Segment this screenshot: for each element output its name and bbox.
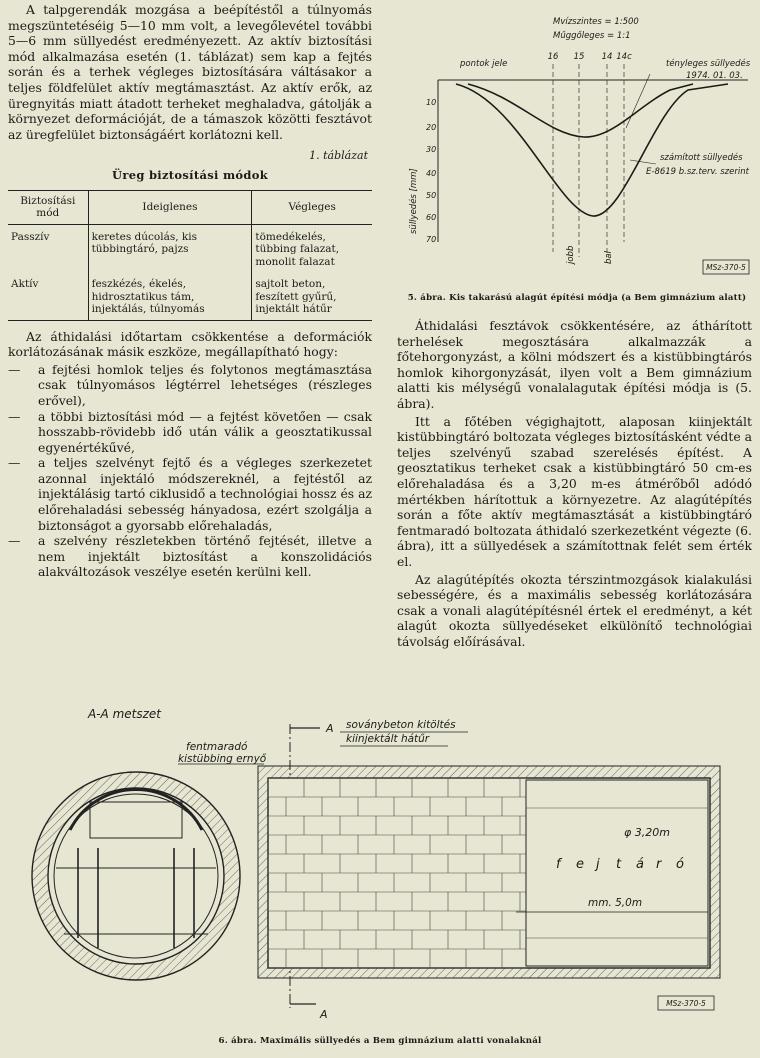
stamp-label: MSz-370-5 [706, 263, 746, 272]
stamp-label: MSz-370-5 [666, 999, 706, 1008]
y-tick-label: 20 [426, 123, 437, 132]
right-text-column [397, 318, 752, 651]
y-tick-label: 30 [426, 145, 437, 154]
table-title: Üreg biztosítási módok [112, 167, 268, 182]
section-mark-bottom: A [320, 1008, 328, 1021]
leader-line [626, 74, 650, 128]
heading-letter: f [556, 857, 561, 872]
point-markers [553, 64, 624, 257]
table-header: Végleges [252, 190, 372, 224]
actual-settlement-date: 1974. 01. 03. [686, 71, 743, 81]
left-text-column [8, 2, 372, 580]
y-axis-label: süllyedés [mm] [409, 168, 419, 234]
y-tick-label: 60 [426, 213, 437, 222]
horizontal-scale-label: Mvízszintes = 1:500 [553, 17, 639, 27]
table-cell: Passzív [11, 230, 50, 243]
paragraph: Itt a főtében végighajtott, alaposan kiinjektált kistübbingtáró boltozata végleges biztosításként védte a teljes szelvényű szabad szerelésés építést. A geosztatikus terheket csak a kistübbingtáró 50 cm-es előrehaladása és a 3,20 m-es átmérőből adódó mértékben hárítottuk a környezetre. Az alagútépítés során a főte aktív megtámasztását a kistübbingtáró fentmaradó boltozata áthidaló szerkezetként végezte (6. ábra), itt a süllyedések a számítottnak felét sem érték el. [397, 413, 752, 569]
actual-settlement-line [468, 84, 693, 137]
points-label: pontok jele [460, 59, 508, 69]
dimension-label: mm. 5,0m [588, 897, 643, 909]
tunnel-left-label: bal [604, 251, 614, 264]
diameter-label: φ 3,20m [624, 826, 670, 839]
heading-letter: ó [676, 857, 684, 872]
tunnel-right-label: jobb [566, 245, 576, 264]
calculated-settlement-label: számított süllyedés [660, 153, 743, 163]
calculated-settlement-line [456, 84, 728, 216]
tunnel-section-figure [28, 698, 732, 1030]
leader-line [630, 160, 656, 164]
table-header: Ideiglenes [88, 190, 252, 224]
section-mark-top: A [326, 722, 334, 735]
table-number: 1. táblázat [309, 149, 368, 163]
table-header: Biztosítási mód [8, 190, 88, 224]
heading-letter: e [576, 857, 584, 872]
umbrella-label: kistübbing ernyő [178, 753, 267, 765]
paragraph: Az alagútépítés okozta térszintmozgások kialakulási sebességére, és a maximális sebesség korlátozására csak a vonali alagútépítésnél értek el eredményt, a két alagút okozta süllyedéseket elkülönítő technológiai távolság előírásával. [397, 571, 752, 649]
y-tick-label: 50 [426, 191, 437, 200]
y-tick-label: 70 [426, 235, 437, 244]
table-row [8, 224, 372, 272]
paragraph: A talpgerendák mozgása a beépítéstől a túlnyomás megszüntetéséig 5—10 mm volt, a levegőlevétel további 5—6 mm süllyedést eredményezett. Az aktív biztosítási mód alkalmazása esetén (1. táblázat) sem kap a fejtés során és a terhek végleges biztosítására váltásakor a teljes földfelület aktív megtámasztást. Az aktív erők, az üregnyitás miatt átadott terheket meghaladva, gátolják a környezet deformációját, de a támaszok közötti fesztávot az üregfelület biztonságáért korlátozni kell. [8, 2, 372, 142]
settlement-profile-figure [398, 2, 756, 292]
protection-methods-table [8, 190, 372, 321]
y-axis-ticks [426, 98, 436, 244]
table-cell: keretes dúcolás, kis tübbingtáró, pajzs [88, 224, 252, 272]
bullet-list [8, 362, 372, 580]
figure5-caption: 5. ábra. Kis takarású alagút építési módja (a Bem gimnázium alatt) [407, 293, 747, 303]
table-cell: feszkézés, ékelés, hidrosztatikus tám, injektálás, túlnyomás [88, 272, 252, 320]
fill-label: kiinjektált hátűr [346, 733, 430, 745]
table-cell: sajtolt beton, feszített gyűrű, injektált hátűr [252, 272, 372, 320]
list-item: — a teljes szelvényt fejtő és a végleges szerkezetet azonnal injektáló módszereknél, a fejtéstől az injektálásig tartó ciklusidő a technológiai hossz és az előrehaladási sebesség hányadosa, ezért szolgálja a biztonságot a gyorsabb előrehaladás, [8, 455, 372, 533]
calculated-settlement-note: E-8619 b.sz.terv. szerint [646, 167, 749, 177]
heading-letter: j [596, 857, 600, 872]
umbrella-label: fentmaradó [186, 741, 248, 753]
vertical-scale-label: Műggőleges = 1:1 [553, 31, 631, 41]
point-label: 16 [547, 52, 559, 62]
paragraph: Áthidalási fesztávok csökkentésére, az áthárított terhelések megosztására alkalmazzák a főtehorgonyzást, a kölni módszert és a kistübbingtárós homlok kihorgonyzását, ilyen volt a Bem gimnázium alatti kis mélységű vonalalagutak építési módja is (5. ábra). [397, 318, 752, 411]
heading-letter: t [616, 857, 622, 872]
actual-settlement-label: tényleges süllyedés [666, 59, 751, 69]
point-label: 14 [601, 52, 613, 62]
tunnel-longitudinal-section [258, 766, 720, 978]
tunnel-cross-section [32, 772, 240, 980]
list-item: — a többi biztosítási mód — a fejtést követően — csak hosszabb-rövidebb idő után válik a geosztatikussal egyenértékűvé, [8, 409, 372, 456]
fill-label: soványbeton kitöltés [346, 719, 456, 731]
heading-letter: r [656, 857, 662, 872]
paragraph: Az áthidalási időtartam csökkentése a deformációk korlátozásának másik eszköze, megállapítható hogy: [8, 328, 372, 360]
list-item: — a fejtési homlok teljes és folytonos megtámasztása csak túlnyomásos légtérrel lehetséges (részleges erővel), [8, 362, 372, 409]
y-tick-label: 10 [426, 98, 437, 107]
section-label: A-A metszet [88, 707, 161, 721]
table-header-row [8, 190, 372, 224]
point-label: 15 [573, 52, 585, 62]
heading-letter: á [636, 857, 644, 872]
point-label: 14c [616, 52, 632, 62]
figure6-caption: 6. ábra. Maximális süllyedés a Bem gimnázium alatti vonalaknál [218, 1036, 542, 1046]
table-cell: Aktív [8, 272, 88, 320]
y-tick-label: 40 [426, 169, 437, 178]
table-row [8, 272, 372, 320]
table-cell: tömedékelés, tübbing falazat, monolit falazat [252, 224, 372, 272]
list-item: — a szelvény részletekben történő fejtését, illetve a nem injektált biztosítást a konszolidációs alakváltozások veszélye esetén kerülni kell. [8, 533, 372, 580]
